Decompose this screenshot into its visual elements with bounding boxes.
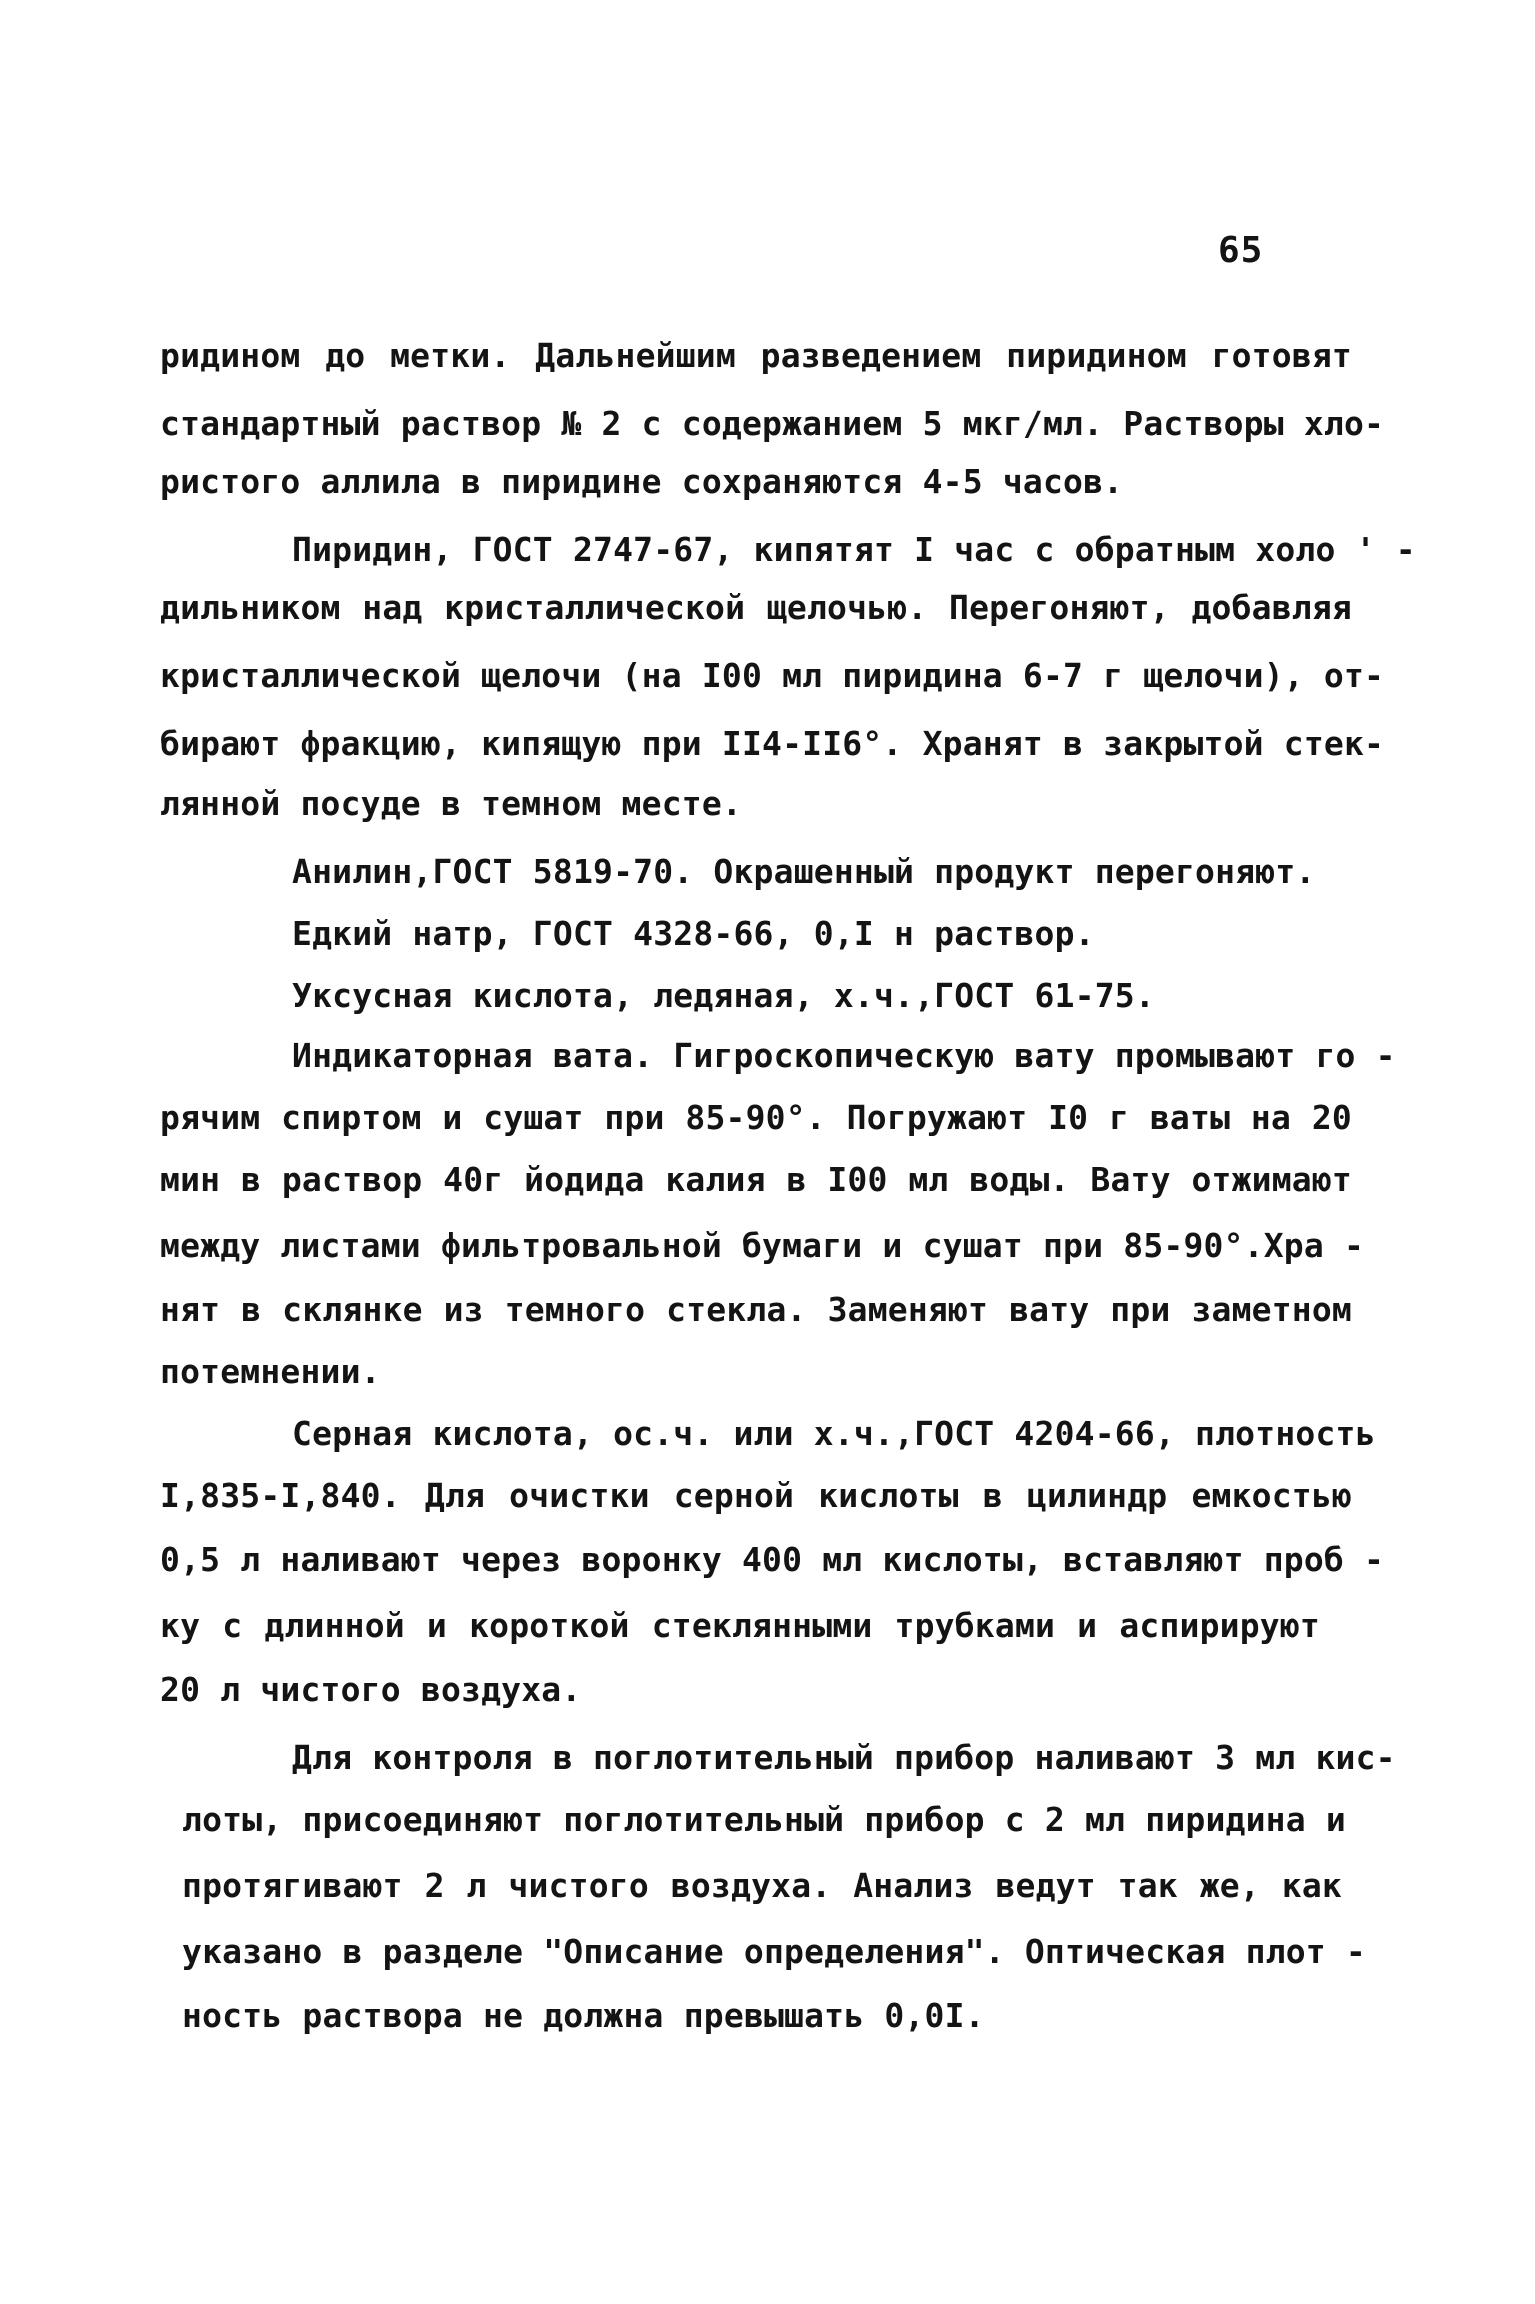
- text-line: ность раствора не должна превышать 0,0I.: [182, 1996, 985, 2035]
- page-number: 65: [1218, 230, 1264, 271]
- text-line: лянной посуде в темном месте.: [160, 784, 742, 823]
- text-line: дильником над кристаллической щелочью. Перегоняют, добавляя: [160, 588, 1352, 627]
- text-line: мин в раствор 40г йодида калия в I00 мл воды. Вату отжимают: [160, 1160, 1352, 1199]
- text-line: Едкий натр, ГОСТ 4328-66, 0,I н раствор.: [292, 914, 1095, 953]
- text-line: 20 л чистого воздуха.: [160, 1670, 582, 1709]
- text-line: нят в склянке из темного стекла. Заменяют вату при заметном: [160, 1290, 1352, 1329]
- text-line: лоты, присоединяют поглотительный прибор с 2 мл пиридина и: [182, 1800, 1346, 1839]
- text-line: рячим спиртом и сушат при 85-90°. Погружают I0 г ваты на 20: [160, 1098, 1352, 1137]
- text-line: Индикаторная вата. Гигроскопическую вату промывают го -: [292, 1036, 1396, 1075]
- text-line: Пиридин, ГОСТ 2747-67, кипятят I час с обратным холо ' -: [292, 530, 1416, 569]
- text-line: бирают фракцию, кипящую при II4-II6°. Хранят в закрытой стек-: [160, 724, 1385, 763]
- text-line: указано в разделе "Описание определения". Оптическая плот -: [182, 1932, 1366, 1971]
- text-line: между листами фильтровальной бумаги и сушат при 85-90°.Хра -: [160, 1226, 1365, 1265]
- text-line: Для контроля в поглотительный прибор наливают 3 мл кис-: [292, 1738, 1396, 1777]
- text-line: потемнении.: [160, 1352, 381, 1391]
- text-line: Уксусная кислота, ледяная, х.ч.,ГОСТ 61-75.: [292, 976, 1155, 1015]
- text-line: I,835-I,840. Для очистки серной кислоты в цилиндр емкостью: [160, 1476, 1352, 1515]
- text-line: ристого аллила в пиридине сохраняются 4-5 часов.: [160, 462, 1124, 501]
- text-line: Серная кислота, ос.ч. или х.ч.,ГОСТ 4204-66, плотность: [292, 1414, 1376, 1453]
- text-line: стандартный раствор № 2 с содержанием 5 мкг/мл. Растворы хло-: [160, 404, 1385, 443]
- text-line: кристаллической щелочи (на I00 мл пиридина 6-7 г щелочи), от-: [160, 656, 1385, 695]
- text-line: 0,5 л наливают через воронку 400 мл кислоты, вставляют проб -: [160, 1540, 1385, 1579]
- text-line: протягивают 2 л чистого воздуха. Анализ ведут так же, как: [182, 1866, 1342, 1905]
- text-line: ридином до метки. Дальнейшим разведением пиридином готовят: [160, 336, 1352, 375]
- text-line: Анилин,ГОСТ 5819-70. Окрашенный продукт перегоняют.: [292, 852, 1316, 891]
- text-line: ку с длинной и короткой стеклянными трубками и аспирируют: [160, 1606, 1320, 1645]
